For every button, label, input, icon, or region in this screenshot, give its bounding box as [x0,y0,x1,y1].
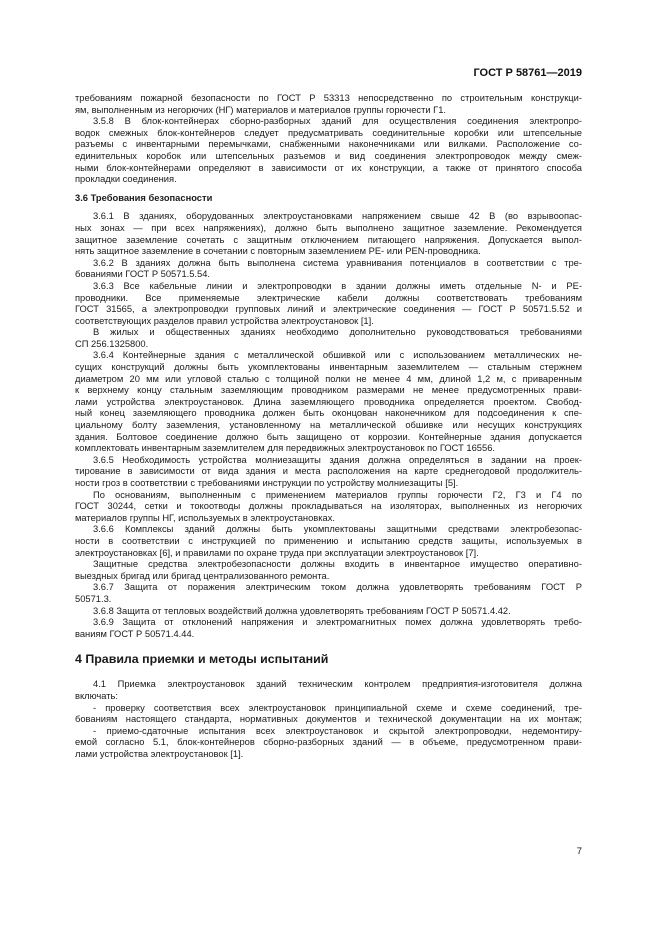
text-line: здания. Болтовое соединение должно быть защищено от коррозии. Контейнерные здания допускается [75,431,582,442]
text-line: защитное заземление сочетать с защитным отключением питающего напряжения. Допускается выпол- [75,234,582,245]
page-number: 7 [576,846,582,857]
text-line: бованиями ГОСТ Р 50571.5.54. [75,269,211,280]
text-line: 3.6.5 Необходимость устройства молниезащиты здания должна определяться в задании на проек- [93,454,582,465]
spacer [75,186,582,193]
text-line: лами устройства электроустановок. Длина заземляющего проводника определяется проектом. Свобод- [75,396,582,407]
text-line: 3.6.1 В зданиях, оборудованных электроустановками напряжением свыше 42 В (во взрывоопас- [93,211,582,222]
text-line: 4.1 Приемка электроустановок зданий техническим контролем предприятия-изготовителя должна [93,679,582,690]
text-line: ваниям ГОСТ Р 50571.4.44. [75,628,195,639]
text-line: прокладки соединения. [75,174,177,185]
text-line: проводники. Все применяемые электрические кабели должны соответствовать требованиям [75,292,582,303]
text-line: СП 256.1325800. [75,338,149,349]
text-line: водок смежных блок-контейнеров следует предусматривать соединительные коробки или штепсельные [75,127,582,138]
text-line: Защитные средства электробезопасности должны входить в инвентарное имущество оперативно- [93,559,582,570]
text-line: требованиям пожарной безопасности по ГОСТ Р 53313 непосредственно по строительным конструкци- [75,93,582,103]
text-line: ными блок-контейнерами определяют в зависимости от их конструкции, а также от принятого способа [75,162,582,173]
text-line: ГОСТ 31565, а электропроводки групповых линий и электрические соединения — ГОСТ Р 50571.5.52 и [75,304,582,315]
text-line: тирование в зависимости от вида здания и места расположения на карте среднегодовой продолжитель- [75,466,582,477]
text-line: ных зонах — при всех напряжениях), должно быть выполнено защитное заземление. Рекомендуется [75,222,582,233]
text-line: к верхнему концу стальным заземляющим проводником размерами не менее предусмотренных прави- [75,385,582,396]
spacer [75,204,582,211]
text-line: ности в соответствии с инструкцией по применению и испытанию средств защиты, используемых в [75,535,582,546]
document-body [75,93,582,760]
chapter-heading: 4 Правила приемки и методы испытаний [75,652,329,667]
text-line: единительных коробок или штепсельных разъемов и вид соединения электропроводок между смеж- [75,150,582,161]
text-line: нять защитное заземление в сочетании с повторным заземлением PE- или PEN-проводника. [75,246,481,257]
standard-designation: ГОСТ Р 58761—2019 [473,67,582,79]
section-heading: 3.6 Требования безопасности [75,192,213,203]
text-line: 3.6.6 Комплексы зданий должны быть укомплектованы защитными средствами электробезопас- [93,524,582,535]
text-line: сущих конструкций должны быть укомплектованы инвентарным заземлителем — стальным стержнем [75,362,582,373]
text-line: 3.6.7 Защита от поражения электрическим током должна удовлетворять требованиям ГОСТ Р [93,582,582,593]
text-line: 50571.3. [75,593,112,604]
text-line: комплектовать инвентарным заземлителем для передвижных электроустановок по ГОСТ 16556. [75,443,495,454]
text-line: 3.5.8 В блок-контейнерах сборно-разборных зданий для осуществления соединения электропро- [93,116,582,127]
text-line: выездных бригад или бригад централизованного ремонта. [75,570,330,581]
text-line: соответствующих разделов правил устройства электроустановок [1]. [75,315,374,326]
text-line: 3.6.9 Защита от отклонений напряжения и электромагнитных помех должна удовлетворять требо- [93,617,582,628]
text-line: По основаниям, выполненным с применением материалов группы горючести Г2, Г3 и Г4 по [93,489,582,500]
text-line: материалов группы НГ, используемых в электроустановках. [75,512,336,523]
text-line: емой согласно 5.1, блок-контейнеров сборно-разборных зданий — в объеме, предусмотренном прави- [75,737,582,748]
text-line: разъемы с инвентарными перемычками, снабженными наконечниками или вилками. Расположение со- [75,139,582,150]
text-line: ГОСТ 30244, сетки и токоотводы должны прокладываться на изоляторах, выполненных из негорючих [75,501,582,512]
text-line: включать: [75,690,119,701]
text-line: - приемо-сдаточные испытания всех электроустановок и скрытой электропроводки, недемонтиру- [93,725,582,736]
text-line: 3.6.2 В зданиях должна быть выполнена система уравнивания потенциалов в соответствии с тре- [93,257,582,268]
text-line: лами устройства электроустановок [1]. [75,748,244,759]
text-line: диаметром 20 мм или угловой сталью с толщиной полки не менее 4 мм, длиной 1,2 м, с приваренным [75,373,582,384]
spacer [75,669,582,679]
text-line: В жилых и общественных зданиях необходимо дополнительно руководствоваться требованиями [93,327,582,338]
text-line: - проверку соответствия всех электроустановок принципиальной схеме и схеме соединений, тре- [93,702,582,713]
text-line: 3.6.8 Защита от тепловых воздействий должна удовлетворять требованиям ГОСТ Р 50571.4.42. [93,605,511,616]
text-line: 3.6.3 Все кабельные линии и электропроводки в здании должны иметь отдельные N- и PE- [93,280,582,291]
text-line: электроустановках [6], и правилами по охране труда при эксплуатации электроустановок [7]. [75,547,479,558]
text-line: бованиям настоящего стандарта, нормативных документов и технической документации на их монтаж; [75,714,582,725]
text-line: 3.6.4 Контейнерные здания с металлической обшивкой или с использованием металлических не- [93,350,582,361]
text-line: ности гроз в соответствии с требованиями инструкции по устройству молниезащиты [5]. [75,478,459,488]
text-line: ям, выполненным из негорючих (НГ) материалов и материалов группы горючести Г1. [75,104,447,115]
text-line: циальному болту заземления, установленному на металлической обшивке или несущих конструкциях [75,420,582,431]
text-line: ный конец заземляющего проводника должен быть оконцован наконечником для подсоединения к спе- [75,408,582,419]
